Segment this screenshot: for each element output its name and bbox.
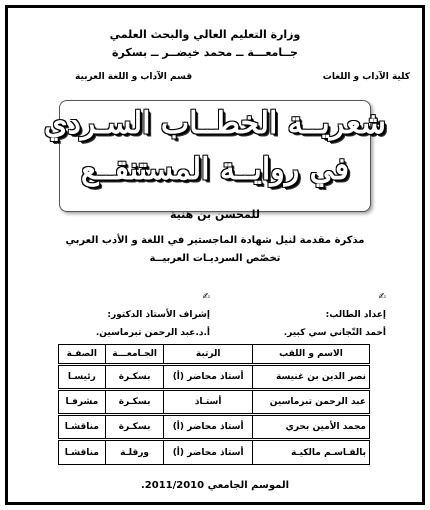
member-university: بسكـرة <box>105 390 164 415</box>
header-rank: الرتبة <box>164 345 252 365</box>
committee-table <box>58 344 370 465</box>
member-role: مناقشـا <box>59 440 106 465</box>
thesis-specialization: تخصّص السرديـات العربيــة <box>149 253 281 264</box>
member-name: عبد الرحمن تبرماسين <box>252 390 369 415</box>
pen-icon: ✍ <box>202 292 210 302</box>
member-university: ورقلـة <box>105 440 164 465</box>
member-role: مشرفـا <box>59 390 106 415</box>
prepared-by-block <box>284 288 386 342</box>
faculty-name: كلية الآداب و اللغات <box>322 72 410 82</box>
department-name: قسم الآداب و اللغة العربية <box>75 72 193 82</box>
supervisor-label: إشراف الأستاذ الدكتور: <box>107 310 210 320</box>
member-rank: أستـاذ <box>164 390 252 415</box>
member-university: بسكـرة <box>105 415 164 440</box>
table-row <box>59 440 370 465</box>
header-block <box>75 26 335 62</box>
student-name: أحمد التّجاني سي كبير. <box>283 328 386 338</box>
pen-icon: ✍ <box>378 292 386 302</box>
thesis-purpose: مذكرة مقدمة لنيل شهادة الماجستير في اللغة و الأدب العربي <box>65 235 365 246</box>
member-role: رئيسـا <box>59 365 106 390</box>
member-university: بسكـرة <box>105 365 164 390</box>
ministry-name: وزارة التعليم العالي والبحث العلمي <box>109 28 301 41</box>
member-rank: أستاذ محاضر (أ) <box>164 440 252 465</box>
header-university: الجـامعـــة <box>105 345 164 365</box>
academic-season: الموسم الجامعي 2011/2010. <box>140 480 290 491</box>
member-rank: أستاذ محاضر (أ) <box>164 415 252 440</box>
university-name: جــامعـــة ــ محمد خيضــر ــ بسكرة <box>112 46 298 59</box>
header-role: الصفـة <box>59 345 106 365</box>
member-rank: أستاذ محاضر (أ) <box>164 365 252 390</box>
table-row <box>59 365 370 390</box>
novel-author: للمحسن بن هنية <box>170 208 260 221</box>
member-name: بالقـاسـم مالكيـة <box>252 440 369 465</box>
table-header-row <box>59 345 370 365</box>
member-name: محمد الأمين بحري <box>252 415 369 440</box>
prepared-label: إعداد الطالب: <box>325 310 386 320</box>
table-row <box>59 390 370 415</box>
thesis-description <box>0 232 430 268</box>
supervisor-name: أ.د.عبد الرحمن تبرماسين. <box>95 328 210 338</box>
thesis-title-line-1: شعريــة الخطــاب السـردي <box>44 106 386 141</box>
thesis-title-line-2: في روايــة المستنقــع <box>81 152 349 187</box>
supervisor-block <box>60 288 210 342</box>
faculty-row <box>20 72 410 86</box>
member-role: مناقشـا <box>59 415 106 440</box>
table-row <box>59 415 370 440</box>
member-name: نصر الدين بن غنيسة <box>252 365 369 390</box>
header-name: الاسم و اللقب <box>252 345 369 365</box>
